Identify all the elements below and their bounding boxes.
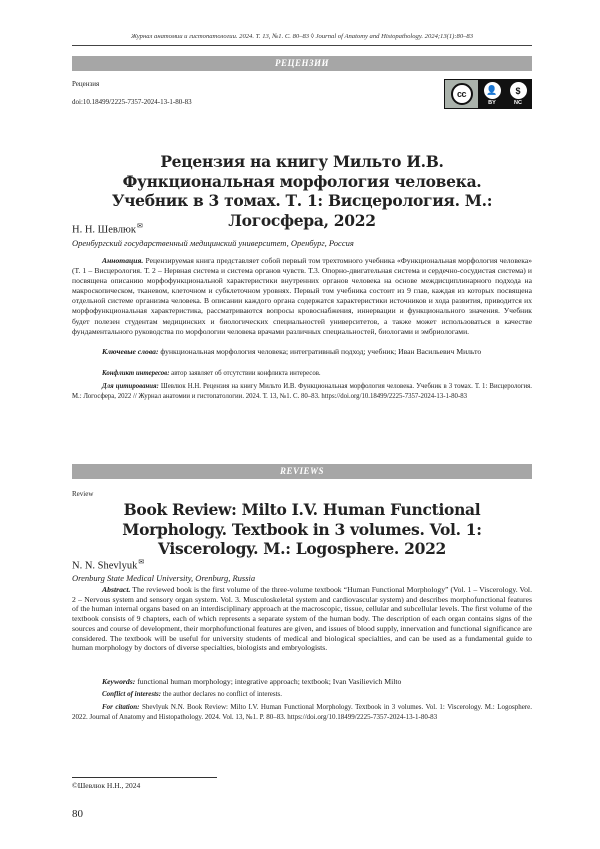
running-header: Журнал анатомии и гистопатологии. 2024. Т. 13, №1. С. 80–83 ◊ Journal of Anatomy and Histopathology. 2024;13(1):80–83 [130,33,474,40]
cc-icon: cc [451,83,473,105]
cite-text-ru: Шевлюк Н.Н. Рецензия на книгу Мильто И.В. Функциональная морфология человека. Учебник в 3 томах. Т. 1: Висцерология. М.: Логосфера, 2022 // Журнал анатомии и гистопатологии. 2024. Т. 13, №1. С. 80–83. https://doi.org/10.18499/2225-7357-2024-13-1-80-83 [72,383,532,400]
article-type-en: Review [72,490,94,498]
keywords-en [102,677,401,686]
abstract-ru [72,256,532,337]
author-ru [72,222,143,236]
cite-label-en: For citation: [102,703,140,711]
email-icon[interactable]: ✉ [138,558,145,566]
noncommercial-icon: $ [510,82,527,99]
abstract-text-ru: Рецензируемая книга представляет собой первый том трехтомного учебника «Функциональная морфология человека» (Т. 1 – Висцерология. Т. 2 – Нервная система и система органов чувств. Т.3. Опорно-двигательная система и сердечно-сосудистая система) и посвящена описанию морфофункциональной характеристики внутренних органов человека на основе междисциплинарного подхода на макроскопическом, тканевом, клеточном и субклеточном уровнях. Первый том учебника состоит из 9 глав, каждая из которых посвящена отдельной системе организма человека. В описании каждого органа содержатся характеристики источников и хода развития, приводится их морфофункциональная характеристика, рассматриваются вопросы кровоснабжения, иннервации и функционального значения. Учебник будет полезен студентам медицинских и биологических специальностей университетов, а также может использоваться в качестве фундаментального руководства по морфологии человека врачами различных специальностей, биологами и эмбриологами. [72,256,532,336]
conflict-ru [102,370,321,377]
cite-text-en: Shevlyuk N.N. Book Review: Milto I.V. Human Functional Morphology. Textbook in 3 volumes. Vol. 1: Viscerology. M.: Logosphere. 2022. Journal of Anatomy and Histopathology. 2024. Vol. 13, №1. P. 80–83. https://doi.org/10.18499/2225-7357-2024-13-1-80-83 [72,703,532,721]
keywords-label-en: Keywords: [102,677,136,686]
conflict-label-ru: Конфликт интересов: [102,370,170,377]
abstract-en [72,585,532,653]
citation-ru [72,382,532,401]
email-icon[interactable]: ✉ [136,222,143,230]
copyright-footnote: ©Шевлюк Н.Н., 2024 [72,781,141,790]
footnote-divider [72,777,217,778]
section-banner-reviews-en: REVIEWS [72,464,532,479]
keywords-ru [72,347,532,357]
abstract-label-en: Abstract. [102,585,131,594]
keywords-text-en: functional human morphology; integrative approach; textbook; Ivan Vasilievich Milto [137,677,402,686]
citation-en [72,703,532,722]
affiliation-ru: Оренбургский государственный медицинский университет, Оренбург, Россия [72,238,354,248]
author-name-ru: Н. Н. Шевлюк [72,224,136,236]
nc-label: NC [514,100,522,106]
conflict-text-en: the author declares no conflict of interests. [162,690,283,698]
page-number: 80 [72,808,83,820]
abstract-text-en: The reviewed book is the first volume of the three-volume textbook “Human Functional Morphology” (Vol. 1 – Viscerology. Vol. 2 – Nervous system and sensory organ system. Vol. 3. Musculoskeletal system and cardiovascular system) and describes morphofunctional features of the human internal organs based on an interdisciplinary approach at the macroscopic, tissue, cellular and subcellular levels. The first volume of the textbook consists of 9 chapters, each of which represents a separate system of the human body. The description of each organ contains signs of the sources and course of development, their morphofunctional features are given, and issues of blood supply, innervation and functional significance are considered. The textbook will be useful for university students of medical and biological specialties, and can be used as a fundamental guide to human morphology by doctors of diverse specialties, biologists and embryologists. [72,585,532,653]
conflict-en [102,690,282,698]
author-name-en: N. N. Shevlyuk [72,560,138,572]
cite-label-ru: Для цитирования: [102,383,159,390]
author-en [72,558,144,572]
keywords-label-ru: Ключевые слова: [102,347,159,356]
article-title-en: Book Review: Milto I.V. Human Functional Morphology. Textbook in 3 volumes. Vol. 1: Viscerology. M.: Logosphere. 2022 [122,500,482,558]
affiliation-en: Orenburg State Medical University, Orenburg, Russia [72,573,256,583]
cc-by-nc-license-badge[interactable] [444,79,532,109]
article-type-ru: Рецензия [72,80,100,88]
doi-link[interactable]: doi:10.18499/2225-7357-2024-13-1-80-83 [72,98,192,106]
abstract-label-ru: Аннотация. [102,256,144,265]
article-title-ru: Рецензия на книгу Мильто И.В. Функциональная морфология человека. Учебник в 3 томах. Т. 1: Висцерология. М.: Логосфера, 2022 [111,152,493,230]
conflict-label-en: Conflict of interests: [102,690,162,698]
attribution-icon: 👤 [484,82,501,99]
header-divider [72,45,532,46]
conflict-text-ru: автор заявляет об отсутствии конфликта интересов. [171,370,321,377]
keywords-text-ru: функциональная морфология человека; интегративный подход; учебник; Иван Васильевич Мильто [160,347,482,356]
section-banner-reviews-ru: РЕЦЕНЗИИ [72,56,532,71]
by-label: BY [488,100,496,106]
